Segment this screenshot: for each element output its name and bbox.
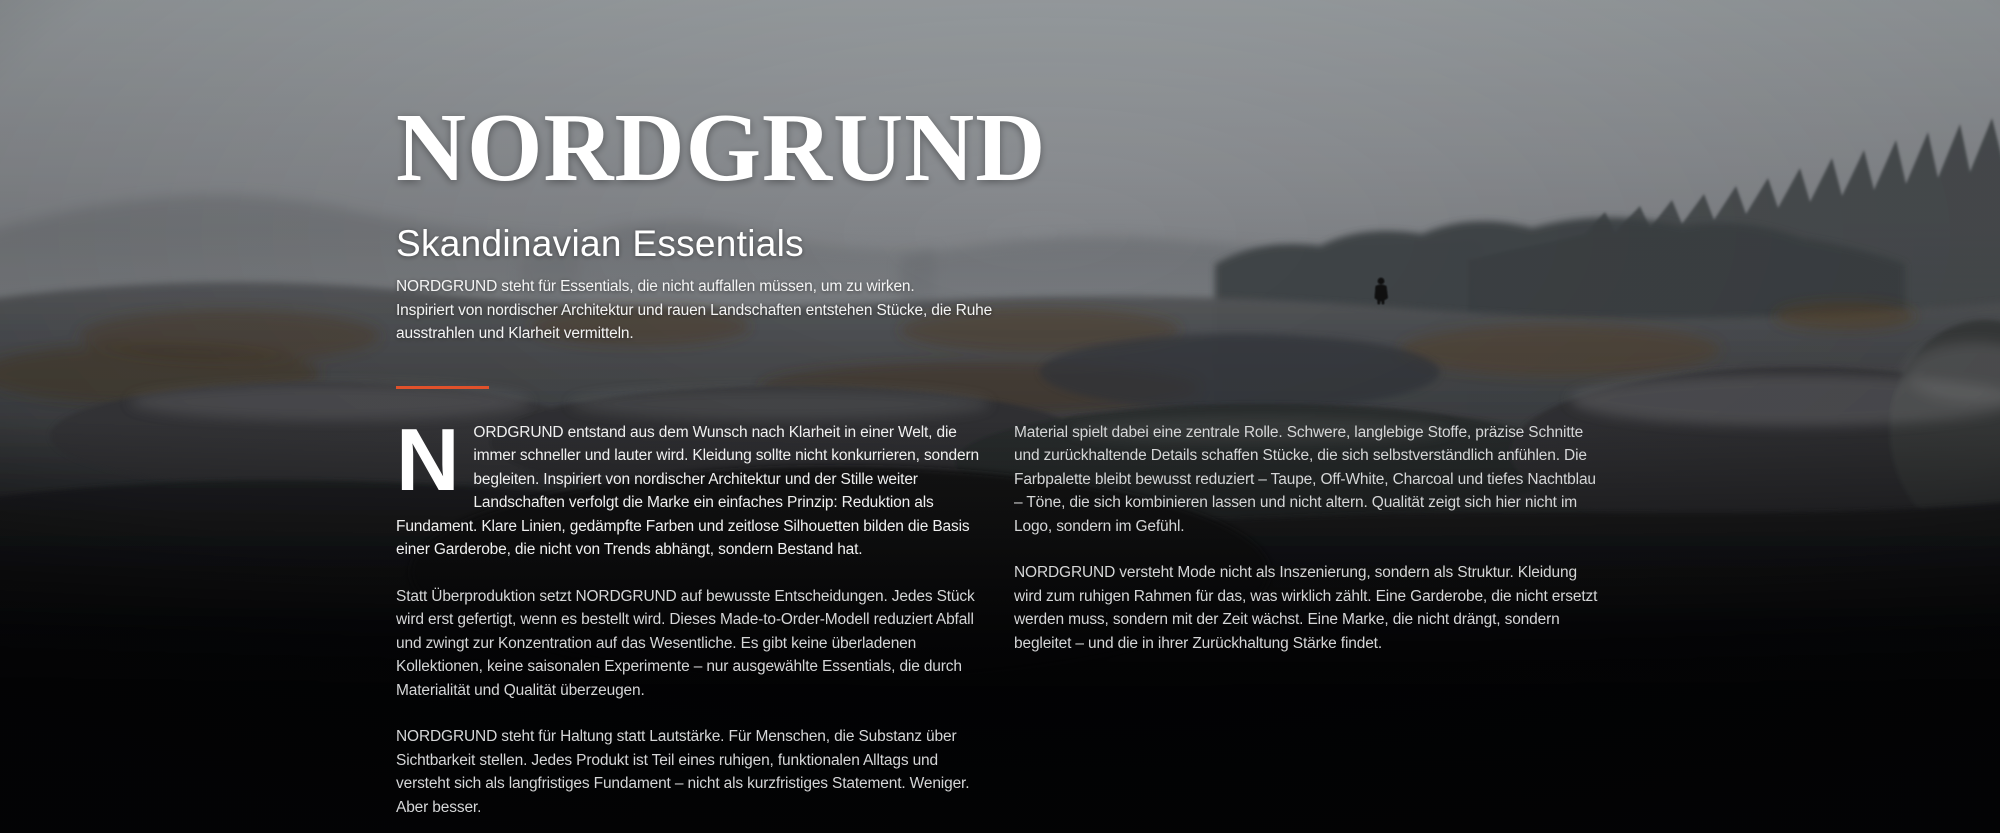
article-paragraph: Statt Überproduktion setzt NORDGRUND auf bewusste Entscheidungen. Jedes Stück wird erst gefertigt, wenn es bestellt wird. Dieses Made-to-Order-Modell reduziert Abfall und zwingt zur Konzentration auf das Wesentliche. Es gibt keine überladenen Kollektionen, keine saisonalen Experimente – nur ausgewählte Essentials, die durch Materialität und Qualität überzeugen. [396, 587, 975, 699]
hero-intro-line: NORDGRUND steht für Essentials, die nicht auffallen müssen, um zu wirken. [396, 278, 915, 296]
article-paragraph: Material spielt dabei eine zentrale Rolle. Schwere, langlebige Stoffe, präzise Schnitte und zurückhaltende Details schaffen Stücke, die sich selbstverständlich anfühlen. Die Farbpalette bleibt bewusst reduziert – Taupe, Off-White, Charcoal und tiefes Nachtblau – Töne, die sich kombinieren lassen und nicht altern. Qualität zeigt sich hier nicht im Logo, sondern im Gefühl. [1014, 423, 1596, 535]
article-paragraph-text: ORDGRUND entstand aus dem Wunsch nach Klarheit in einer Welt, die immer schneller und lauter wird. Kleidung sollte nicht konkurrieren, sondern begleiten. Inspiriert von nordischer Architektur und der Stille weiter Landschaften verfolgt die Marke ein einfaches Prinzip: Reduktion als Fundament. Klare Linien, gedämpfte Farben und zeitlose Silhouetten bilden die Basis einer Garderobe, die nicht von Trends abhängt, sondern Bestand hat. [396, 423, 979, 559]
article-paragraph [396, 409, 984, 562]
dropcap-letter: N [396, 409, 460, 509]
brand-title: NORDGRUND [396, 94, 1047, 201]
about-columns [396, 409, 1606, 820]
hero-intro [396, 275, 1028, 346]
hero-section [396, 0, 1606, 819]
about-column-left [396, 409, 984, 820]
hero-intro-line: Inspiriert von nordischer Architektur und rauen Landschaften entstehen Stücke, die Ruhe ausstrahlen und Klarheit vermitteln. [396, 301, 993, 343]
accent-divider [396, 386, 489, 389]
hero-subtitle: Skandinavian Essentials [396, 222, 804, 264]
article-paragraph: NORDGRUND versteht Mode nicht als Inszenierung, sondern als Struktur. Kleidung wird zum ruhigen Rahmen für das, was wirklich zählt. Eine Garderobe, die nicht ersetzt werden muss, sondern mit der Zeit wächst. Eine Marke, die nicht drängt, sondern begleitet – und die in ihrer Zurückhaltung Stärke findet. [1014, 564, 1598, 652]
about-column-right [1014, 421, 1602, 820]
article-paragraph: NORDGRUND steht für Haltung statt Lautstärke. Für Menschen, die Substanz über Sichtbarkeit stellen. Jedes Produkt ist Teil eines ruhigen, funktionalen Alltags und versteht sich als langfristiges Fundament – nicht als kurzfristiges Statement. Weniger. Aber besser. [396, 728, 970, 816]
